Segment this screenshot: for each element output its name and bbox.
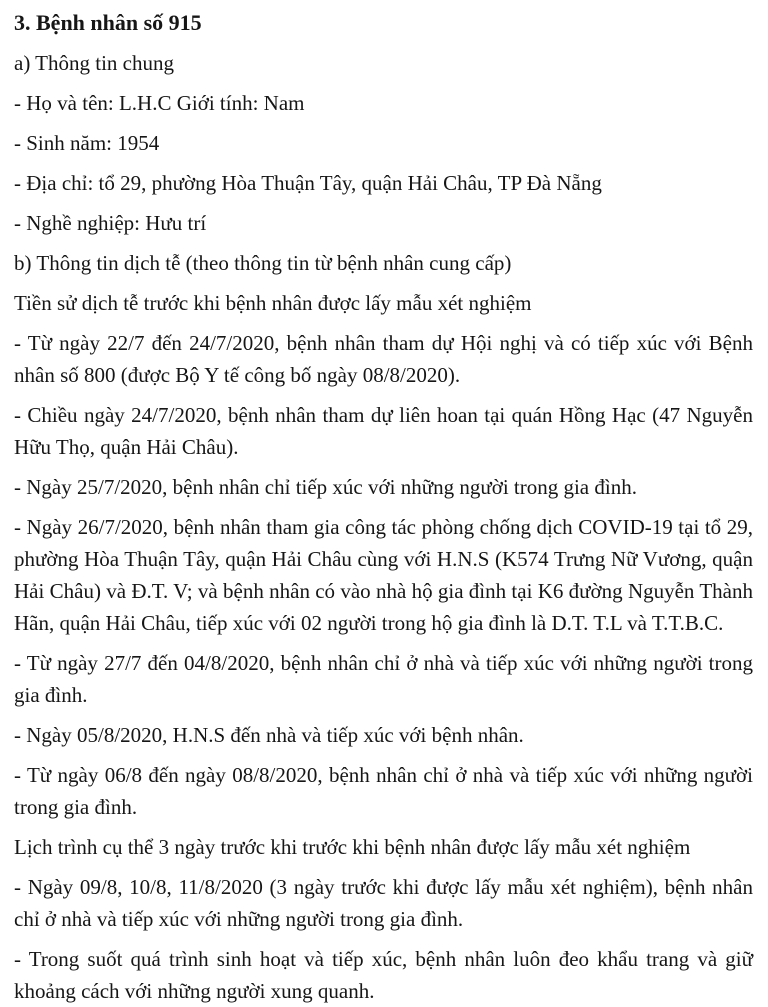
paragraph-schedule-intro: Lịch trình cụ thể 3 ngày trước khi trước khi bệnh nhân được lấy mẫu xét nghiệm xyxy=(14,835,691,859)
paragraph-occupation: - Nghề nghiệp: Hưu trí xyxy=(14,211,207,235)
paragraph-22-7: - Từ ngày 22/7 đến 24/7/2020, bệnh nhân tham dự Hội nghị và có tiếp xúc với Bệnh nhân số 800 (được Bộ Y tế công bố ngày 08/8/2020). xyxy=(14,331,753,387)
paragraph-birth-year: - Sinh năm: 1954 xyxy=(14,131,160,155)
paragraph-26-7: - Ngày 26/7/2020, bệnh nhân tham gia công tác phòng chống dịch COVID-19 tại tổ 29, phường Hòa Thuận Tây, quận Hải Châu cùng với H.N.S (K574 Trưng Nữ Vương, quận Hải Châu) và Đ.T. V; và bệnh nhân có vào nhà hộ gia đình tại K6 đường Nguyễn Thành Hãn, quận Hải Châu, tiếp xúc với 02 người trong hộ gia đình là D.T. T.L và T.T.B.C. xyxy=(14,515,753,635)
document-title: 3. Bệnh nhân số 915 xyxy=(14,10,202,35)
paragraph-25-7: - Ngày 25/7/2020, bệnh nhân chỉ tiếp xúc với những người trong gia đình. xyxy=(14,475,637,499)
paragraph-name-gender: - Họ và tên: L.H.C Giới tính: Nam xyxy=(14,91,305,115)
paragraph-section-a: a) Thông tin chung xyxy=(14,51,175,75)
paragraph-address: - Địa chỉ: tổ 29, phường Hòa Thuận Tây, quận Hải Châu, TP Đà Nẵng xyxy=(14,171,602,195)
paragraph-section-b: b) Thông tin dịch tễ (theo thông tin từ bệnh nhân cung cấp) xyxy=(14,251,512,275)
paragraph-mask: - Trong suốt quá trình sinh hoạt và tiếp xúc, bệnh nhân luôn đeo khẩu trang và giữ khoảng cách với những người xung quanh. xyxy=(14,947,753,1003)
paragraph-24-7: - Chiều ngày 24/7/2020, bệnh nhân tham dự liên hoan tại quán Hồng Hạc (47 Nguyễn Hữu Thọ, quận Hải Châu). xyxy=(14,403,753,459)
paragraph-05-8: - Ngày 05/8/2020, H.N.S đến nhà và tiếp xúc với bệnh nhân. xyxy=(14,723,524,747)
paragraph-epidemiology-intro: Tiền sử dịch tễ trước khi bệnh nhân được lấy mẫu xét nghiệm xyxy=(14,291,532,315)
paragraph-27-7: - Từ ngày 27/7 đến 04/8/2020, bệnh nhân chỉ ở nhà và tiếp xúc với những người trong gia đình. xyxy=(14,651,753,707)
paragraph-06-8: - Từ ngày 06/8 đến ngày 08/8/2020, bệnh nhân chỉ ở nhà và tiếp xúc với những người trong gia đình. xyxy=(14,763,753,819)
paragraph-09-8: - Ngày 09/8, 10/8, 11/8/2020 (3 ngày trước khi được lấy mẫu xét nghiệm), bệnh nhân chỉ ở nhà và tiếp xúc với những người trong gia đình. xyxy=(14,875,753,931)
